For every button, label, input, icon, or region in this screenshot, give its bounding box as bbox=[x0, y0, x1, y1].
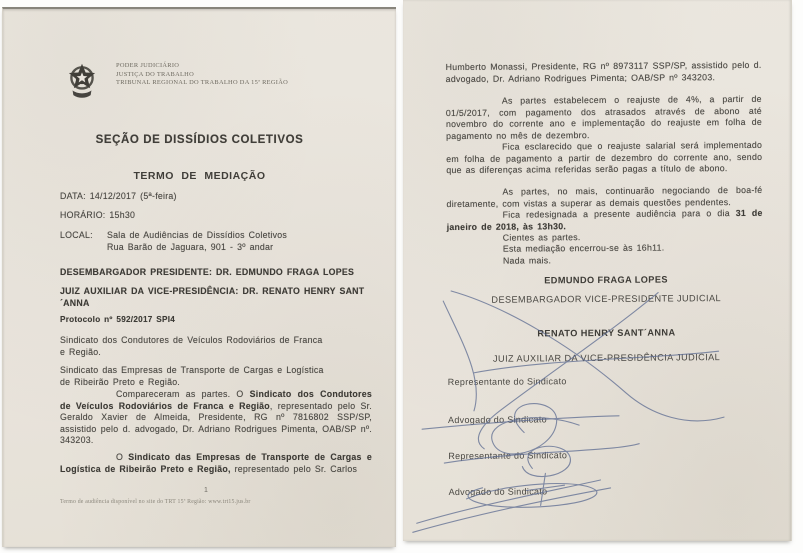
signature-line-union-representative-1: Representante do Sindicato bbox=[447, 376, 567, 388]
appearance-text-cont: , representado pelo Sr. Geraldo Xavier de Almeida, Presidente, RG nº 7816802 SSP/SP, assistido pelo d. advogado, Dr. Adriano Rodrigues Pimenta, OAB/SP nº. 343203. bbox=[60, 400, 372, 445]
local-label: LOCAL: bbox=[60, 230, 93, 240]
signature-line-union-lawyer-1: Advogado do Sindicato bbox=[448, 414, 547, 426]
page-footer-note: Termo de audiência disponível no site do TRT 15ª Região: www.trt15.jus.br bbox=[60, 499, 251, 505]
judge-1-role: DESEMBARGADOR VICE-PRESIDENTE JUDICIAL bbox=[491, 293, 722, 305]
union-2-line-1: Sindicato das Empresas de Transporte de Cargas e Logística bbox=[60, 365, 324, 375]
document-page-1 bbox=[2, 7, 396, 547]
horario-value: 15h30 bbox=[109, 210, 136, 220]
employer-text: O bbox=[116, 452, 129, 462]
union-1-line-2: e Região. bbox=[60, 346, 102, 357]
auxiliary-judge-line bbox=[60, 286, 395, 309]
meta-data-row bbox=[60, 191, 177, 203]
meta-horario-row bbox=[60, 210, 135, 222]
appearance-text: Compareceram as partes. O bbox=[116, 389, 250, 399]
court-header-line: PODER JUDICIÁRIO bbox=[116, 62, 180, 69]
union-2-bold-name: Sindicato das Empresas de Transporte de Cargas e Logística de Ribeirão Preto e Região, bbox=[60, 452, 372, 474]
union-1-bold-name: Sindicato dos Condutores de Veículos Rodoviários de Franca e Região bbox=[60, 389, 372, 411]
union-2-line-2: de Ribeirão Preto e Região. bbox=[60, 376, 181, 387]
local-value bbox=[107, 230, 287, 253]
new-hearing-date: 31 de janeiro de 2018, às 13h30. bbox=[446, 207, 763, 232]
data-value: 14/12/2017 (5ª-feira) bbox=[89, 191, 177, 201]
court-header-line: JUSTIÇA DO TRABALHO bbox=[116, 70, 195, 78]
president-identification-paragraph: Humberto Monassi, Presidente, RG nº 8973117 SSP/SP, assistido pelo d. advogado, Dr. Adriano Rodrigues Pimenta; OAB/SP nº 343203. bbox=[445, 59, 762, 84]
union-1-name bbox=[60, 335, 380, 358]
union-2-name bbox=[60, 365, 380, 388]
judge-1-name: EDMUNDO FRAGA LOPES bbox=[544, 274, 668, 286]
presiding-judge-line: DESEMBARGADOR PRESIDENTE: DR. EDMUNDO FRAGA LOPES bbox=[60, 267, 355, 277]
nothing-more-line: Nada mais. bbox=[502, 255, 552, 266]
data-label: DATA: bbox=[60, 191, 86, 201]
court-header-line: TRIBUNAL REGIONAL DO TRABALHO DA 15ª REGIÃO bbox=[116, 79, 289, 87]
clarification-paragraph: Fica esclarecido que o reajuste salarial será implementado em folha de pagamento a partir de dezembro do corrente ano, sendo que as diferenças acima referidas serão pagas a título de abono. bbox=[446, 139, 763, 176]
page-1-content bbox=[3, 9, 396, 547]
readjustment-paragraph: As partes estabelecem o reajuste de 4%, a partir de 01/5/2017, com pagamento dos atrasados através de abono até novembro do corrente ano e implementação do reajuste em folha de pagamento no mês de dezembro. bbox=[445, 93, 763, 141]
rescheduling-paragraph bbox=[447, 208, 763, 233]
union-1-line-1: Sindicato dos Condutores de Veículos Rodoviários de Franca bbox=[60, 335, 323, 345]
local-line-1: Sala de Audiências de Dissídios Coletivos bbox=[107, 230, 288, 240]
employer-text-cont: representado pelo Sr. Carlos bbox=[230, 463, 358, 474]
page-2-content bbox=[401, 0, 793, 542]
document-page-2 bbox=[403, 0, 792, 541]
appearance-paragraph bbox=[60, 389, 372, 447]
local-line-2: Rua Barão de Jaguara, 901 - 3º andar bbox=[107, 241, 274, 252]
signature-line-union-lawyer-2: Advogado do Sindicato bbox=[448, 486, 548, 498]
closing-time-line: Esta mediação encerrou-se às 16h11. bbox=[502, 242, 665, 254]
judge-2-role: JUIZ AUXILIAR DA VICE-PRESIDÊNCIA JUDICIAL bbox=[493, 352, 721, 364]
rescheduling-text: Fica redesignada a presente audiência para o dia bbox=[502, 208, 736, 220]
protocol-number: Protocolo nº 592/2017 SPI4 bbox=[60, 315, 176, 324]
brazil-coat-of-arms-icon bbox=[63, 59, 101, 103]
acknowledgment-line: Cientes as partes. bbox=[502, 232, 581, 243]
auxiliary-judge-line-2: ´ANNA bbox=[60, 297, 90, 308]
page-number: 1 bbox=[204, 487, 208, 494]
good-faith-paragraph: As partes, no mais, continuarão negociando de boa-fé diretamente, com vistas a superar as demais questões pendentes. bbox=[446, 184, 763, 209]
section-title: SEÇÃO DE DISSÍDIOS COLETIVOS bbox=[95, 134, 304, 146]
employer-union-paragraph bbox=[60, 452, 372, 475]
judge-2-name: RENATO HENRY SANT´ANNA bbox=[537, 327, 676, 339]
horario-label: HORÁRIO: bbox=[60, 210, 106, 220]
auxiliary-judge-line-1: JUIZ AUXILIAR DA VICE-PRESIDÊNCIA: DR. RENATO HENRY SANT bbox=[60, 286, 365, 296]
court-header-block bbox=[116, 62, 288, 88]
signature-line-union-representative-2: Representante do Sindicato bbox=[448, 450, 568, 462]
document-title: TERMO DE MEDIAÇÃO bbox=[133, 170, 266, 182]
